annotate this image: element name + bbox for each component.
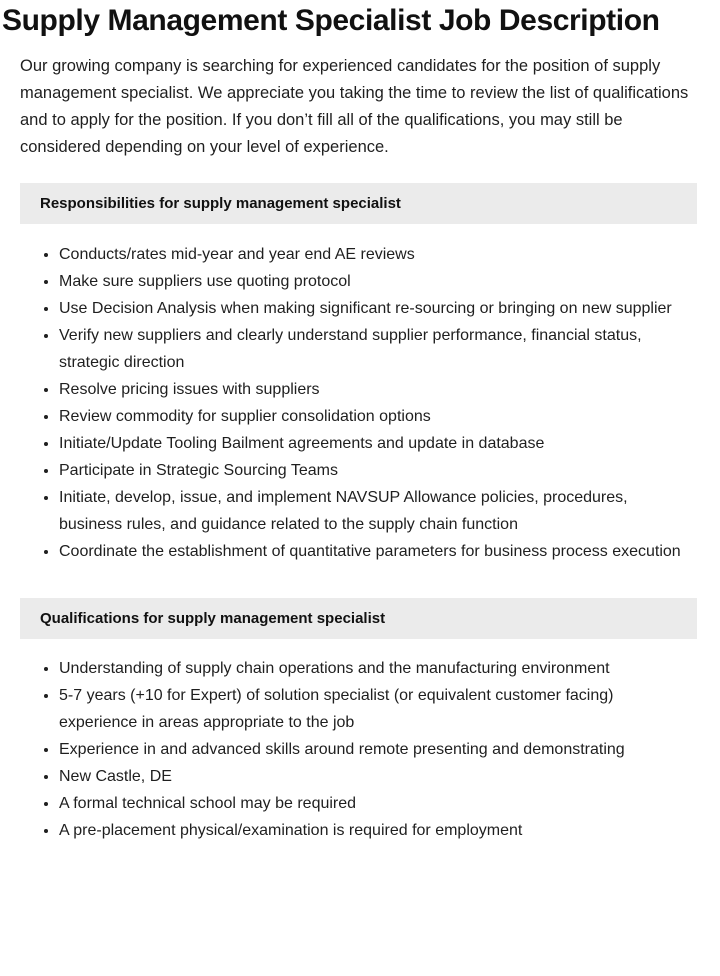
intro-paragraph: Our growing company is searching for experienced candidates for the position of supply management specialist. We appreciate you taking the time to review the list of qualifications and to apply for the position. If you don’t fill all of the qualifications, you may still be considered depending on your level of experience.	[20, 57, 689, 156]
list-item: Understanding of supply chain operations and the manufacturing environment	[44, 655, 694, 682]
list-item: Participate in Strategic Sourcing Teams	[44, 457, 694, 484]
list-item: Coordinate the establishment of quantitative parameters for business process execution	[44, 538, 694, 565]
responsibilities-section	[0, 183, 720, 565]
list-item: Initiate/Update Tooling Bailment agreements and update in database	[44, 430, 694, 457]
list-item: New Castle, DE	[44, 763, 694, 790]
list-item: Review commodity for supplier consolidation options	[44, 403, 694, 430]
list-item: Use Decision Analysis when making significant re-sourcing or bringing on new supplier	[44, 295, 694, 322]
list-item: A formal technical school may be required	[44, 790, 694, 817]
list-item: Conducts/rates mid-year and year end AE reviews	[44, 241, 694, 268]
list-item: Resolve pricing issues with suppliers	[44, 376, 694, 403]
page-title: Supply Management Specialist Job Description	[2, 4, 660, 37]
list-item: Experience in and advanced skills around remote presenting and demonstrating	[44, 736, 694, 763]
list-item: A pre-placement physical/examination is required for employment	[44, 817, 694, 844]
list-item: Make sure suppliers use quoting protocol	[44, 268, 694, 295]
responsibilities-header: Responsibilities for supply management specialist	[20, 183, 697, 224]
qualifications-list	[0, 639, 720, 844]
qualifications-header: Qualifications for supply management specialist	[20, 598, 697, 639]
qualifications-section	[0, 598, 720, 844]
responsibilities-list	[0, 224, 720, 565]
list-item: Initiate, develop, issue, and implement NAVSUP Allowance policies, procedures, business rules, and guidance related to the supply chain function	[44, 484, 694, 538]
list-item: 5-7 years (+10 for Expert) of solution specialist (or equivalent customer facing) experience in areas appropriate to the job	[44, 682, 694, 736]
list-item: Verify new suppliers and clearly understand supplier performance, financial status, strategic direction	[44, 322, 694, 376]
